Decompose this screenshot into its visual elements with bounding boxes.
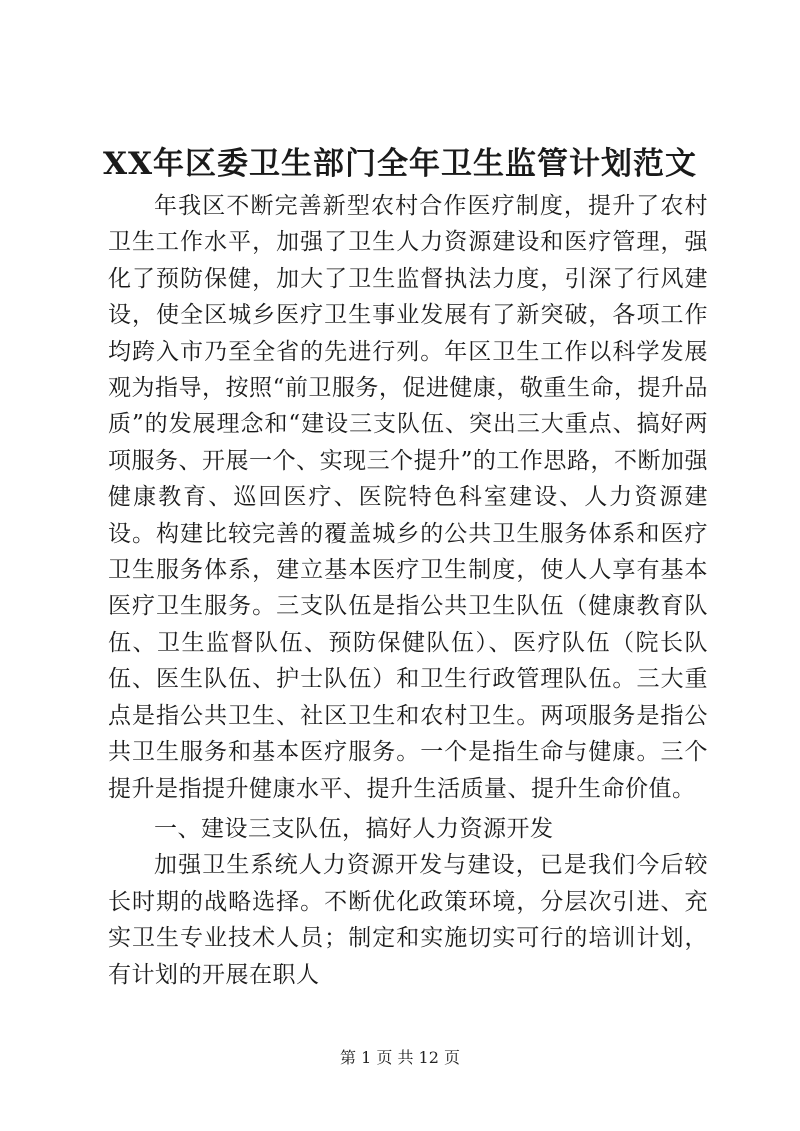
intro-paragraph: 年我区不断完善新型农村合作医疗制度，提升了农村卫生工作水平，加强了卫生人力资源建设和医疗管理，强化了预防保健，加大了卫生监督执法力度，引深了行风建设，使全区城乡医疗卫生事业发展有了新突破，各项工作均跨入市乃至全省的先进行列。年区卫生工作以科学发展观为指导，按照“前卫服务，促进健康，敬重生命，提升品质”的发展理念和“建设三支队伍、突出三大重点、搞好两项服务、开展一个、实现三个提升”的工作思路，不断加强健康教育、巡回医疗、医院特色科室建设、人力资源建设。构建比较完善的覆盖城乡的公共卫生服务体系和医疗卫生服务体系，建立基本医疗卫生制度，使人人享有基本医疗卫生服务。三支队伍是指公共卫生队伍（健康教育队伍、卫生监督队伍、预防保健队伍）、医疗队伍（院长队伍、医生队伍、护士队伍）和卫生行政管理队伍。三大重点是指公共卫生、社区卫生和农村卫生。两项服务是指公共卫生服务和基本医疗服务。一个是指生命与健康。三个提升是指提升健康水平、提升生活质量、提升生命价值。 xyxy=(108,193,708,802)
section-paragraph: 加强卫生系统人力资源开发与建设，已是我们今后较长时期的战略选择。不断优化政策环境，分层次引进、充实卫生专业技术人员；制定和实施切实可行的培训计划，有计划的开展在职人 xyxy=(108,852,708,988)
document-body xyxy=(108,188,708,993)
document-title: XX年区委卫生部门全年卫生监管计划范文 xyxy=(102,146,698,182)
section-heading: 一、建设三支队伍，搞好人力资源开发 xyxy=(154,815,554,842)
page-number: 第 1 页 共 12 页 xyxy=(340,1048,460,1067)
